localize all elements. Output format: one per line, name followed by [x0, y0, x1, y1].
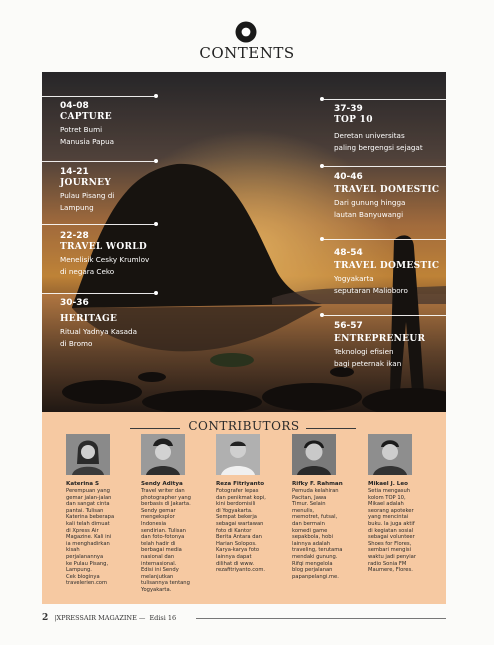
- toc-page-range: 37-39: [334, 104, 363, 114]
- divider-line: [42, 96, 154, 97]
- avatar: [141, 434, 185, 475]
- divider-dot: [154, 222, 158, 226]
- contributor-card: [141, 434, 211, 594]
- divider-dot: [154, 291, 158, 295]
- page-title: CONTENTS: [199, 44, 295, 62]
- toc-section-title: TOP 10: [334, 115, 373, 125]
- toc-section-title: TRAVEL DOMESTIC: [334, 185, 440, 195]
- edition-label: Edisi 16: [149, 614, 177, 622]
- toc-entry-heritage[interactable]: [60, 298, 137, 350]
- toc-page-range: 48-54: [334, 248, 363, 258]
- toc-entry-entrepreneur[interactable]: [334, 321, 425, 370]
- toc-section-title: JOURNEY: [60, 178, 112, 188]
- toc-section-title: TRAVEL WORLD: [60, 242, 147, 252]
- contributor-name: Rifky F. Rahman: [292, 481, 343, 487]
- divider-line: [324, 239, 446, 240]
- toc-page-range: 22-28: [60, 231, 89, 241]
- divider-line: [324, 315, 446, 316]
- divider-line: [306, 428, 356, 429]
- toc-description: Pulau Pisang di Lampung: [60, 191, 115, 212]
- contributors-section: [42, 412, 446, 604]
- contributor-bio: Perempuan yang gemar jalan-jalan dan sangat cinta pantai. Tulisan Katerina beberapa kali telah dimuat di Xpress Air Magazine. Kali ini ia menghadirkan kisah perjalanannya ke Pulau Pisang, Lampung. Cek bloginya travelerien.com: [66, 488, 115, 587]
- divider-line: [324, 99, 446, 100]
- toc-description: Potret Bumi Manusia Papua: [60, 125, 115, 146]
- toc-section-title: ENTREPRENEUR: [334, 334, 426, 344]
- page-footer: [42, 613, 176, 623]
- toc-description: Menelisik Cesky Krumlov di negara Ceko: [60, 255, 150, 276]
- toc-page-range: 40-46: [334, 172, 363, 182]
- contributor-bio: Travel writer dan photographer yang berbasis di Jakarta. Sendy gemar mengeksplor Indonesia sendirian. Tulisan dan foto-fotonya telah hadir di berbagai media nasional dan internasional. Edisi ini Sendy melanjutkan tulisannya tentang Yogyakarta.: [141, 488, 191, 593]
- avatar: [66, 434, 110, 475]
- toc-entry-top-10[interactable]: [334, 104, 423, 154]
- magazine-name: |XPRESSAIR MAGAZINE —: [54, 614, 146, 622]
- contributor-bio: Fotografer lepas dan penikmat kopi, kini berdomisili di Yogyakarta. Sempat bekerja sebagai wartawan foto di Kantor Berita Antara dan Harian Solopos. Karya-karya foto lainnya dapat dilihat di www. rezafitriyanto.com.: [216, 488, 266, 574]
- toc-entry-journey[interactable]: [60, 167, 114, 214]
- contributor-card: [292, 434, 362, 580]
- divider-line: [42, 161, 154, 162]
- divider-line: [42, 224, 154, 225]
- contributor-name: Reza Fitriyanto: [216, 481, 265, 487]
- divider-dot: [154, 159, 158, 163]
- contributor-bio: Setia mengasuh kolom TOP 10, Mikael adalah seorang apoteker yang mencintai buku. Ia juga aktif di kegiatan sosial sebagai volunteer Shoes for Flores, sembari mengisi waktu jadi penyiar radio Sonia FM Maumere, Flores.: [368, 488, 416, 574]
- contributors-title: CONTRIBUTORS: [188, 419, 300, 433]
- toc-section-title: CAPTURE: [60, 112, 112, 122]
- contributor-name: Sendy Aditya: [141, 481, 183, 487]
- contributor-name: Katerina S: [66, 481, 99, 487]
- contributor-card: [216, 434, 286, 574]
- divider-line: [324, 166, 446, 167]
- footer-rule: [196, 618, 446, 619]
- toc-page-range: 14-21: [60, 167, 89, 177]
- contributor-bio: Pemuda kelahiran Pacitan, Jawa Timur. Selain menulis, memotret, futsal, dan bermain komedi game sepakbola, hobi lainnya adalah traveling, terutama mendaki gunung. Rifqi mengelola blog perjalanan papanpelangi.me.: [292, 488, 343, 580]
- hero-photo: [42, 72, 446, 412]
- avatar: [216, 434, 260, 475]
- toc-description: Yogyakarta seputaran Malioboro: [334, 274, 408, 295]
- toc-page-range: 04-08: [60, 101, 89, 111]
- toc-description: Teknologi efisien bagi peternak ikan: [334, 347, 402, 368]
- toc-entry-travel-domestic-2[interactable]: [334, 248, 439, 297]
- contributor-card: [66, 434, 136, 587]
- toc-page-range: 30-36: [60, 298, 89, 308]
- toc-description: Dari gunung hingga lautan Banyuwangi: [334, 198, 406, 219]
- toc-entry-travel-domestic-1[interactable]: [334, 172, 439, 221]
- contributor-name: Mikael J. Leo: [368, 481, 408, 487]
- avatar: [292, 434, 336, 475]
- magazine-logo-icon: [235, 21, 257, 43]
- toc-entry-travel-world[interactable]: [60, 231, 149, 278]
- toc-entry-capture[interactable]: [60, 101, 114, 148]
- divider-dot: [154, 94, 158, 98]
- contributor-card: [368, 434, 438, 574]
- page-number: 2: [42, 613, 49, 623]
- toc-page-range: 56-57: [334, 321, 363, 331]
- avatar: [368, 434, 412, 475]
- toc-section-title: TRAVEL DOMESTIC: [334, 261, 440, 271]
- toc-description: Ritual Yadnya Kasada di Bromo: [60, 327, 138, 348]
- toc-section-title: HERITAGE: [60, 314, 118, 324]
- toc-description: Deretan universitas paling bergengsi sejagat: [334, 131, 423, 152]
- divider-line: [42, 293, 154, 294]
